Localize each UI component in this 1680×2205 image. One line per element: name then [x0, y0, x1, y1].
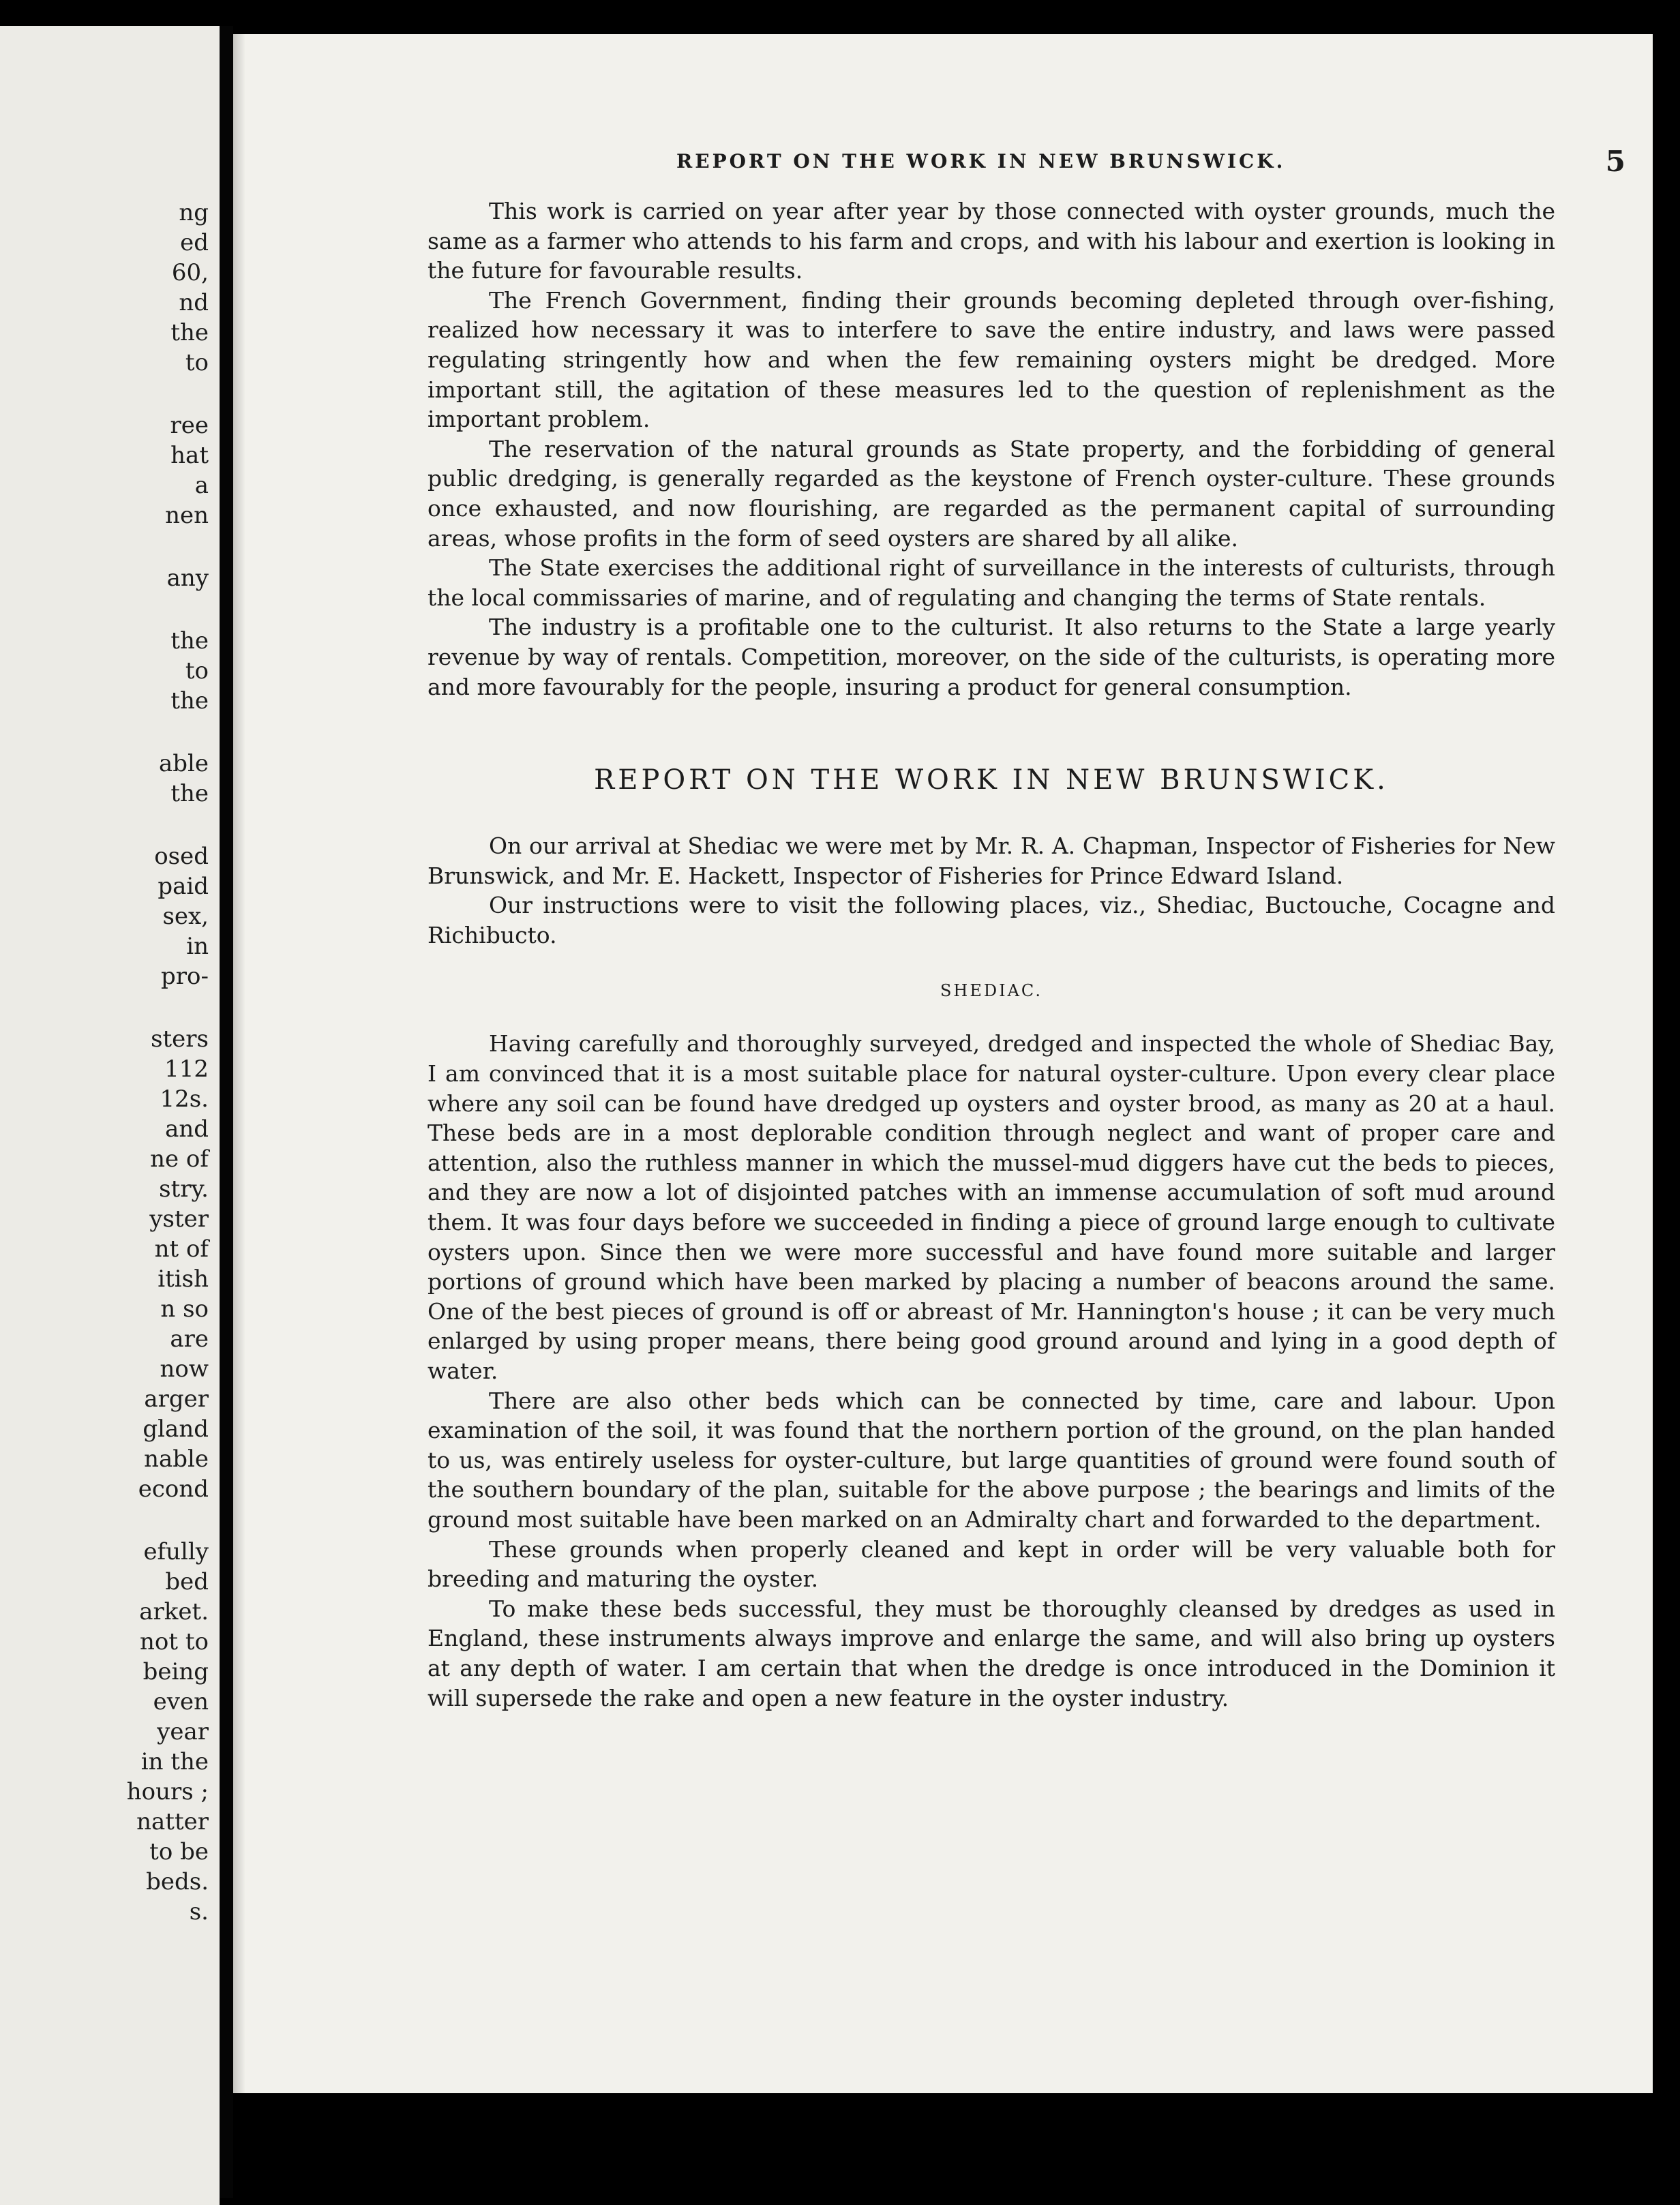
left-page-text-fragment: bed — [165, 1568, 209, 1595]
left-page-text-fragment: even — [153, 1688, 209, 1715]
left-page-text-fragment: nen — [165, 502, 209, 529]
left-page-text-fragment: in — [186, 933, 209, 960]
left-page-text-fragment: to — [185, 349, 209, 376]
right-page — [233, 34, 1653, 2093]
left-page-text-fragment: nable — [144, 1445, 209, 1473]
left-page-text-fragment: sex, — [162, 903, 209, 930]
left-page-text-fragment: now — [160, 1355, 209, 1383]
text-column — [427, 196, 1555, 1713]
body-paragraph: This work is carried on year after year by those connected with oyster grounds, much the same as a farmer who attends to his farm and crops, and with his labour and exertion is looking in the future for favourable results. — [427, 198, 1555, 284]
body-paragraph: These grounds when properly cleaned and kept in order will be very valuable both for breeding and maturing the oyster. — [427, 1535, 1555, 1593]
left-page-text-fragment: being — [142, 1658, 209, 1685]
left-page-text-fragment: yster — [149, 1205, 209, 1233]
left-page-text-fragment: arger — [144, 1385, 209, 1413]
body-paragraph: The State exercises the additional right of surveillance in the interests of culturists, through the local commissaries of marine, and of regulating and changing the terms of State rentals. — [427, 554, 1555, 611]
body-paragraph: Having carefully and thoroughly surveyed, dredged and inspected the whole of Shediac Bay, I am convinced that it is a most suitable place for natural oyster-culture. Upon every clear place where any soil can be found have dredged up oysters and oyster brood, as many as 20 at a haul. These beds are in a most deplorable condition through neglect and want of proper care and attention, also the ruthless manner in which the mussel-mud diggers have cut the beds to pieces, and they are now a lot of disjointed patches with an immense accumulation of soft mud around them. It was four days before we succeeded in finding a piece of ground large enough to cultivate oysters upon. Since then we were more successful and have found more suitable and larger portions of ground which have been marked by placing a number of beacons around the same. One of the best pieces of ground is off or abreast of Mr. Hannington's house ; it can be very much enlarged by using proper means, there being good ground around and lying in a good depth of water. — [427, 1030, 1555, 1384]
left-page-text-fragment: n so — [160, 1295, 209, 1323]
left-page-text-fragment: hours ; — [126, 1778, 209, 1805]
body-paragraph: There are also other beds which can be connected by time, care and labour. Upon examination of the soil, it was found that the northern portion of the ground, on the plan handed to us, was entirely useless for oyster-culture, but large quantities of ground were found south of the southern boundary of the plan, suitable for the above purpose ; the bearings and limits of the ground most suitable have been marked on an Admiralty chart and forwarded to the department. — [427, 1387, 1555, 1533]
left-page-text-fragment: ne of — [150, 1145, 209, 1173]
left-page-text-fragment: are — [170, 1325, 209, 1353]
left-page-text-fragment: s. — [189, 1898, 209, 1925]
left-page-text-fragment: nd — [179, 289, 209, 316]
left-page-text-fragment: ng — [179, 199, 209, 226]
page-header — [233, 145, 1653, 185]
left-page-text-fragment: and — [165, 1115, 209, 1143]
left-page-text-fragment: gland — [142, 1415, 209, 1443]
left-page-text-fragment: the — [170, 687, 209, 715]
left-page-text-fragment: econd — [138, 1475, 209, 1503]
left-page-text-fragment: able — [158, 750, 209, 777]
left-page-text-fragment: the — [170, 780, 209, 807]
page-number: 5 — [1605, 145, 1625, 178]
body-paragraph: The reservation of the natural grounds as State property, and the forbidding of general public dredging, is generally regarded as the keystone of French oyster-culture. These grounds once exhausted, and now flourishing, are regarded as the permanent capital of surrounding areas, whose profits in the form of seed oysters are shared by all alike. — [427, 435, 1555, 552]
left-page-text-fragment: a — [194, 472, 209, 499]
left-page-text-fragment: osed — [154, 843, 209, 870]
left-page-text-fragment: ed — [180, 229, 209, 256]
left-page-text-fragment: 60, — [171, 259, 209, 286]
left-page-text-fragment: to — [185, 657, 209, 685]
left-page-text-fragment: ree — [170, 412, 209, 439]
left-page-text-fragment: 112 — [164, 1055, 209, 1083]
left-page-text-fragment: year — [157, 1718, 209, 1745]
left-page-text-fragment: the — [170, 627, 209, 655]
section-title: REPORT ON THE WORK IN NEW BRUNSWICK. — [594, 764, 1389, 796]
body-paragraph: Our instructions were to visit the following places, viz., Shediac, Buctouche, Cocagne and Richibucto. — [427, 892, 1555, 948]
left-page-text-fragment: any — [166, 565, 209, 592]
body-paragraph: The industry is a profitable one to the culturist. It also returns to the State a large yearly revenue by way of rentals. Competition, moreover, on the side of the culturists, is operating more and more favourably for the people, insuring a product for general consumption. — [427, 614, 1555, 700]
left-page-text-fragment: paid — [158, 873, 209, 900]
left-page-text-fragment: natter — [136, 1808, 209, 1835]
left-page-text-fragment: to be — [149, 1838, 209, 1865]
left-page-text-fragment: itish — [158, 1265, 209, 1293]
left-page-text-fragment: in the — [140, 1748, 209, 1775]
left-page-text-fragment: pro- — [161, 963, 209, 990]
left-page-text-fragment: sters — [151, 1025, 209, 1053]
left-page-fragment — [0, 26, 220, 2205]
left-page-text-fragment: hat — [170, 442, 209, 469]
left-page-text-fragment: arket. — [139, 1598, 209, 1625]
left-page-text-fragment: nt of — [154, 1235, 209, 1263]
book-spine — [220, 26, 233, 2198]
body-paragraph: On our arrival at Shediac we were met by Mr. R. A. Chapman, Inspector of Fisheries for New Brunswick, and Mr. E. Hackett, Inspector of Fisheries for Prince Edward Island. — [427, 832, 1555, 889]
body-paragraph: The French Government, finding their grounds becoming depleted through over-fishing, realized how necessary it was to interfere to save the entire industry, and laws were passed regulating stringently how and when the few remaining oysters might be dredged. More important still, the agitation of these measures led to the question of replenishment as the important problem. — [427, 286, 1555, 433]
left-page-text-fragment: 12s. — [160, 1085, 209, 1113]
running-head: REPORT ON THE WORK IN NEW BRUNSWICK. — [676, 150, 1286, 172]
left-page-text-fragment: beds. — [146, 1868, 209, 1895]
left-page-text-fragment: the — [170, 319, 209, 346]
left-page-text-fragment: efully — [143, 1538, 209, 1565]
subsection-title: SHEDIAC. — [940, 981, 1043, 1001]
gutter-shadow — [233, 34, 245, 2093]
left-page-text-fragment: not to — [140, 1628, 209, 1655]
left-page-text-fragment: stry. — [159, 1175, 209, 1203]
body-paragraph: To make these beds successful, they must be thoroughly cleansed by dredges as used in England, these instruments always improve and enlarge the same, and will also bring up oysters at any depth of water. I am certain that when the dredge is once introduced in the Dominion it will supersede the rake and open a new feature in the oyster industry. — [427, 1595, 1555, 1711]
